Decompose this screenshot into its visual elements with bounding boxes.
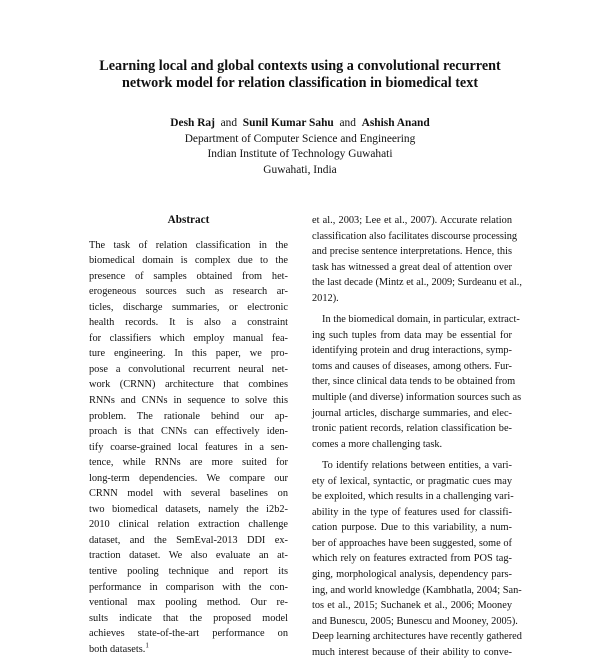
text-line: biomedical domain is complex due to the	[89, 255, 288, 267]
author-separator-1: and	[220, 117, 238, 129]
title-line-1: Learning local and global contexts using a convolutional recurrent	[99, 58, 501, 74]
intro-paragraph-2-last-line: comes a more challenging task.	[312, 438, 443, 450]
text-line: much interest because of their ability to conve-	[312, 646, 512, 658]
author-block	[60, 116, 540, 178]
text-line: the last decade (Mintz et al., 2009; Surdeanu et al.,	[312, 277, 522, 289]
text-line: tence, while RNNs are more suited for	[89, 457, 288, 469]
text-line: tentive pooling technique and report its	[89, 565, 288, 577]
text-line: tronic patient records, relation classification be-	[312, 423, 512, 435]
text-line: and precise sentence interpretations. Hence, this	[312, 246, 512, 258]
title-line-2: network model for relation classification in biomedical text	[121, 75, 479, 91]
text-line: performance in comparison with the con-	[89, 581, 288, 593]
text-line: 2010 clinical relation extraction challenge	[89, 519, 288, 531]
author-2: Sunil Kumar Sahu	[242, 117, 334, 129]
text-line: identifying protein and drug interactions, symp-	[312, 345, 512, 357]
intro-paragraph-1	[312, 213, 522, 291]
text-line: ety of lexical, syntactic, or pragmatic cues may	[312, 475, 512, 487]
affiliation-institute: Indian Institute of Technology Guwahati	[207, 148, 393, 160]
text-line: ability in the type of features used for classifi-	[312, 506, 512, 518]
abstract-heading: Abstract	[167, 214, 210, 226]
text-line: CRNN model with several baselines on	[89, 488, 288, 500]
text-line: for classifiers which employ manual fea-	[89, 332, 288, 344]
text-line: two biomedical datasets, namely the i2b2-	[89, 503, 288, 515]
text-line: In the biomedical domain, in particular, extract-	[322, 314, 520, 326]
abstract-body	[89, 238, 288, 642]
paper-title	[60, 58, 540, 92]
text-line: classification also facilitates discourse processing	[312, 230, 518, 242]
text-line: task has witnessed a great deal of attention over	[312, 261, 512, 273]
text-line: Deep learning architectures have recently gathered	[312, 631, 522, 643]
text-line: work (CRNN) architecture that combines	[89, 379, 288, 391]
text-line: ventional max pooling method. Our re-	[89, 597, 288, 609]
text-line: tify coarse-grained local features in a sen-	[89, 441, 288, 453]
text-line: The task of relation classification in the	[89, 239, 288, 251]
text-line: dataset, and the SemEval-2013 DDI ex-	[89, 534, 288, 546]
text-line: ture engineering. In this paper, we pro-	[89, 348, 288, 360]
text-line: health records. It is also a constraint	[89, 317, 288, 329]
text-line: presence of samples obtained from het-	[89, 270, 288, 282]
text-line: proach is that CNNs can effectively iden-	[89, 426, 288, 438]
author-1: Desh Raj	[170, 117, 215, 129]
text-line: ther, since clinical data tends to be obtained from	[312, 376, 516, 388]
text-line: toms and causes of diseases, among others. Fur-	[312, 360, 512, 372]
text-line: ing, and world knowledge (Kambhatla, 2004; San-	[312, 584, 522, 596]
text-line: journal articles, discharge summaries, and elec-	[312, 407, 512, 419]
author-separator-2: and	[339, 117, 356, 129]
text-line: multiple (and diverse) information sources such as	[312, 392, 522, 404]
text-line: long-term dependencies. We compare our	[89, 472, 288, 484]
author-names	[60, 116, 540, 132]
abstract-last-text: both datasets.	[89, 643, 146, 655]
text-line: sults indicate that the proposed model	[89, 612, 288, 624]
text-line: RNNs and CNNs in sequence to solve this	[89, 394, 288, 406]
affiliation-department: Department of Computer Science and Engineering	[184, 132, 416, 145]
text-line: tos et al., 2015; Suchanek et al., 2006; Mooney	[312, 600, 512, 612]
intro-paragraph-3	[312, 458, 522, 660]
text-line: achieves state-of-the-art performance on	[89, 628, 288, 640]
affiliation-location: Guwahati, India	[263, 163, 337, 176]
intro-paragraph-1-last-line: 2012).	[312, 292, 339, 304]
author-3: Ashish Anand	[361, 117, 430, 129]
text-line: which rely on features extracted from POS tag-	[312, 553, 512, 565]
text-line: ing such tuples from data may be essential for	[312, 329, 512, 341]
left-column	[89, 213, 288, 657]
text-line: problem. The rationale behind our ap-	[89, 410, 288, 422]
text-line: ging, morphological analysis, dependency pars-	[312, 569, 512, 581]
text-line: To identify relations between entities, a vari-	[322, 460, 512, 472]
text-line: traction dataset. We also evaluate an at-	[89, 550, 288, 562]
text-line: cation purpose. Due to this variability, a num-	[312, 522, 512, 534]
text-line: and Bunescu, 2005; Bunescu and Mooney, 2005).	[312, 615, 518, 627]
right-column	[312, 213, 522, 660]
text-line: be exploited, which results in a challenging vari-	[312, 491, 514, 503]
text-line: erogeneous sources such as research ar-	[89, 286, 288, 298]
text-line: ber of approaches have been suggested, some of	[312, 537, 512, 549]
text-line: pose a convolutional recurrent neural net-	[89, 363, 288, 375]
footnote-mark: 1	[145, 641, 149, 650]
text-line: ticles, discharge summaries, or electronic	[89, 301, 288, 313]
text-line: et al., 2003; Lee et al., 2007). Accurate relation	[312, 215, 512, 226]
intro-paragraph-2	[312, 312, 522, 436]
abstract-last-line	[89, 642, 288, 658]
